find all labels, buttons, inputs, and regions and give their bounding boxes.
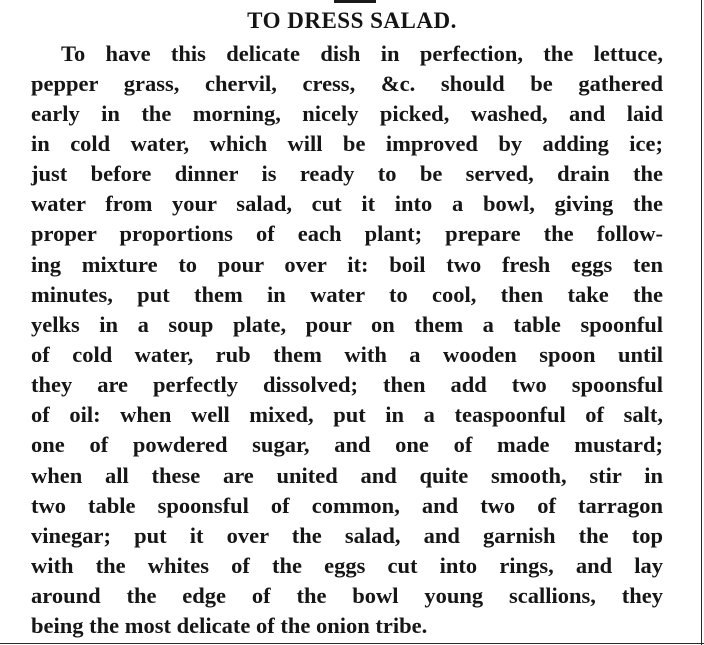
text-line: proper proportions of each plant; prepare the follow- bbox=[31, 221, 663, 246]
page-right-edge bbox=[701, 0, 702, 645]
text-line: one of powdered sugar, and one of made mustard; bbox=[31, 432, 663, 457]
text-line: ing mixture to pour over it: boil two fresh eggs ten bbox=[31, 252, 663, 277]
text-line: being the most delicate of the onion tribe. bbox=[31, 613, 428, 638]
text-line: of cold water, rub them with a wooden spoon until bbox=[31, 342, 663, 367]
recipe-title: TO DRESS SALAD. bbox=[247, 8, 457, 33]
text-line: just before dinner is ready to be served, drain the bbox=[31, 161, 663, 186]
text-line: they are perfectly dissolved; then add two spoonsful bbox=[31, 372, 663, 397]
page-bottom-edge bbox=[0, 643, 704, 644]
text-line: yelks in a soup plate, pour on them a table spoonful bbox=[31, 312, 663, 337]
text-line: water from your salad, cut it into a bowl, giving the bbox=[31, 191, 663, 216]
text-line: pepper grass, chervil, cress, &c. should be gathered bbox=[31, 71, 663, 96]
text-line: around the edge of the bowl young scallions, they bbox=[31, 583, 663, 608]
text-line: minutes, put them in water to cool, then take the bbox=[31, 282, 663, 307]
text-line: vinegar; put it over the salad, and garnish the top bbox=[31, 523, 663, 548]
text-line: when all these are united and quite smooth, stir in bbox=[31, 463, 663, 488]
text-line: in cold water, which will be improved by adding ice; bbox=[31, 131, 663, 156]
text-line: with the whites of the eggs cut into rings, and lay bbox=[31, 553, 663, 578]
top-rule-divider bbox=[334, 0, 376, 3]
text-line: of oil: when well mixed, put in a teaspoonful of salt, bbox=[31, 402, 663, 427]
text-line: two table spoonsful of common, and two of tarragon bbox=[31, 493, 663, 518]
text-line: early in the morning, nicely picked, washed, and laid bbox=[31, 101, 663, 126]
text-line: To have this delicate dish in perfection, the lettuce, bbox=[61, 41, 663, 66]
